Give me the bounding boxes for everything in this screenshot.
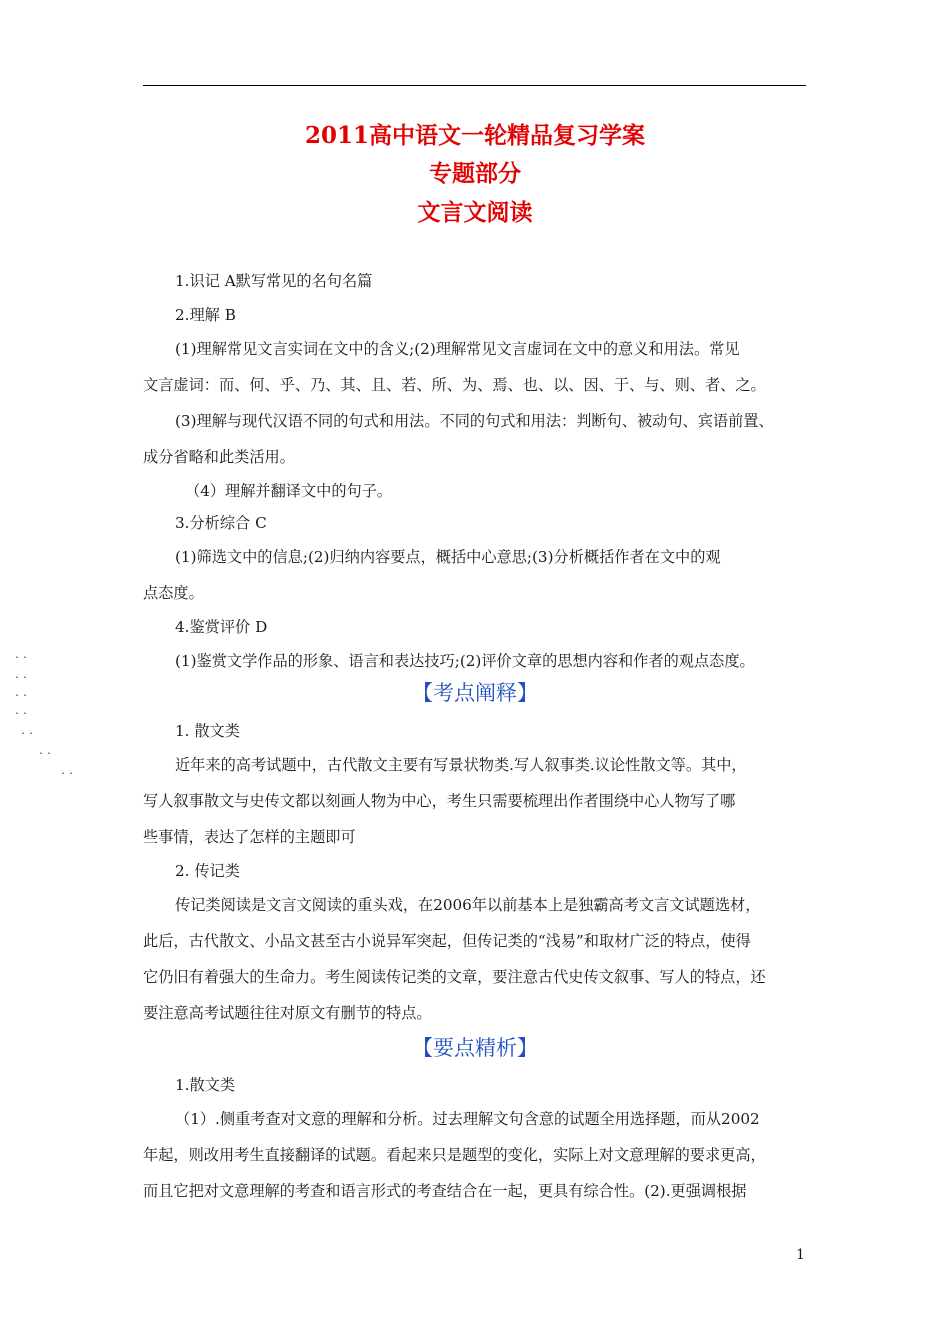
outline-line: (1)鉴赏文学作品的形象、语言和表达技巧;(2)评价文章的思想内容和作者的观点态度。 [175, 652, 755, 670]
outline-line: 3.分析综合 C [175, 514, 267, 532]
paragraph-line: 此后，古代散文、小品文甚至古小说异军突起，但传记类的“浅易”和取材广泛的特点，使得 [143, 932, 751, 950]
section-heading-yaodian: 【要点精析】 [412, 1036, 538, 1060]
page-number: 1 [796, 1247, 805, 1263]
margin-mark: .. [14, 650, 31, 661]
outline-line: (1)筛选文中的信息;(2)归纳内容要点，概括中心意思;(3)分析概括作者在文中的观 [175, 548, 721, 566]
item-title: 2. 传记类 [175, 862, 240, 880]
outline-line: (1)理解常见文言实词在文中的含义;(2)理解常见文言虚词在文中的意义和用法。常见 [175, 340, 740, 358]
outline-line: 2.理解 B [175, 306, 236, 324]
margin-mark: .. [14, 706, 31, 717]
paragraph-line: 写人叙事散文与史传文都以刻画人物为中心，考生只需要梳理出作者围绕中心人物写了哪 [143, 792, 736, 810]
margin-mark: .. [14, 688, 31, 699]
header-rule [143, 85, 806, 86]
paragraph-line: 传记类阅读是文言文阅读的重头戏，在2006年以前基本上是独霸高考文言文试题选材， [175, 896, 761, 914]
margin-mark: .. [38, 746, 55, 757]
item-title: 1.散文类 [175, 1076, 236, 1094]
margin-mark: .. [20, 726, 37, 737]
paragraph-line: 年起，则改用考生直接翻译的试题。看起来只是题型的变化，实际上对文意理解的要求更高， [143, 1146, 766, 1164]
section-heading-kaodian: 【考点阐释】 [412, 681, 538, 705]
item-title: 1. 散文类 [175, 722, 240, 740]
outline-line: 1.识记 A默写常见的名句名篇 [175, 272, 373, 290]
paragraph-line: 些事情，表达了怎样的主题即可 [143, 828, 356, 846]
paragraph-line: 它仍旧有着强大的生命力。考生阅读传记类的文章，要注意古代史传文叙事、写人的特点，还 [143, 968, 766, 986]
outline-line: 文言虚词：而、何、乎、乃、其、且、若、所、为、焉、也、以、因、于、与、则、者、之。 [143, 376, 766, 394]
paragraph-line: 近年来的高考试题中，古代散文主要有写景状物类.写人叙事类.议论性散文等。其中， [175, 756, 747, 774]
margin-mark: .. [14, 670, 31, 681]
doc-title: 2011高中语文一轮精品复习学案 [304, 122, 645, 149]
paragraph-line: 而且它把对文意理解的考查和语言形式的考查结合在一起，更具有综合性。(2).更强调根据 [143, 1182, 747, 1200]
outline-line: 成分省略和此类活用。 [143, 448, 295, 466]
margin-mark: .. [60, 766, 77, 777]
doc-topic-title: 文言文阅读 [417, 199, 533, 226]
paragraph-line: （1）.侧重考查对文意的理解和分析。过去理解文句含意的试题全用选择题，而从2002 [175, 1110, 760, 1128]
outline-line: (3)理解与现代汉语不同的句式和用法。不同的句式和用法：判断句、被动句、宾语前置、 [175, 412, 774, 430]
outline-line: 4.鉴赏评价 D [175, 618, 268, 636]
outline-line: 点态度。 [143, 584, 204, 602]
paragraph-line: 要注意高考试题往往对原文有删节的特点。 [143, 1004, 432, 1022]
doc-subtitle: 专题部分 [429, 160, 521, 187]
outline-line: （4）理解并翻译文中的句子。 [185, 482, 393, 500]
